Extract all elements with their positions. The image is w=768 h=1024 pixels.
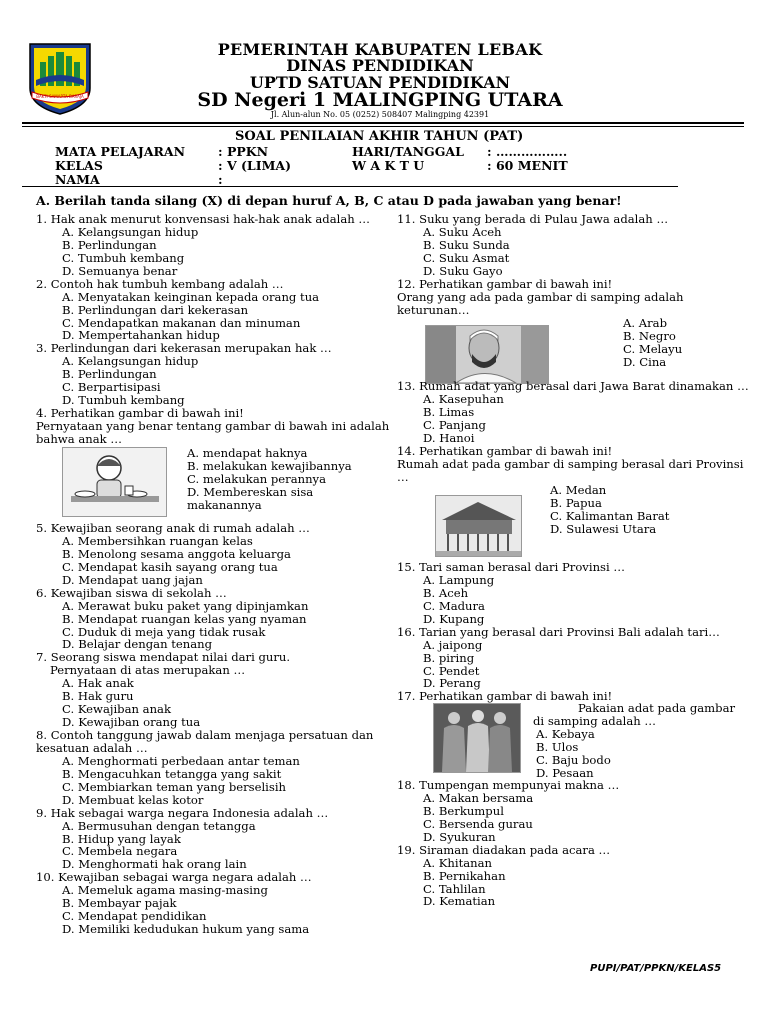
- question-text: 10. Kewajiban sebagai warga negara adalah …: [36, 870, 312, 885]
- logo-text: BAKTI SAMAPTA BARAJA: [36, 94, 84, 99]
- answer-option: B. Aceh: [423, 585, 469, 600]
- answer-option: A. Lampung: [423, 572, 495, 587]
- answer-option: A. Kelangsungan hidup: [62, 224, 199, 239]
- question-text: 18. Tumpengan mempunyai makna …: [397, 778, 620, 792]
- answer-option: C. Duduk di meja yang tidak rusak: [62, 624, 266, 639]
- answer-option: D. Mempertahankan hidup: [62, 328, 220, 343]
- question-text: bahwa anak …: [36, 431, 122, 446]
- answer-option: D. Belajar dengan tenang: [62, 637, 213, 652]
- answer-option: C. melakukan perannya: [187, 471, 327, 486]
- question-text: 7. Seorang siswa mendapat nilai dari guru.: [36, 650, 291, 665]
- q12-options: [623, 317, 682, 369]
- answer-option: C. Mendapatkan makanan dan minuman: [62, 315, 301, 330]
- question-text: 4. Perhatikan gambar di bawah ini!: [36, 406, 244, 421]
- question-text: 8. Contoh tanggung jawab dalam menjaga persatuan dan: [36, 728, 374, 742]
- answer-option: A. Membersihkan ruangan kelas: [62, 533, 253, 548]
- day-label: HARI/TANGGAL: [352, 144, 464, 159]
- answer-option: D. Tumbuh kembang: [62, 393, 185, 408]
- answer-option: D. Menghormati hak orang lain: [62, 857, 247, 872]
- answer-option: C. Membiarkan teman yang berselisih: [62, 779, 287, 794]
- answer-option: B. Suku Sunda: [423, 237, 510, 252]
- day-value: : ……………..: [487, 144, 568, 159]
- answer-option: A. jaipong: [423, 637, 483, 652]
- name-label: NAMA: [55, 172, 100, 187]
- answer-option: B. melakukan kewajibannya: [187, 458, 352, 473]
- right-column-part4: [397, 779, 619, 908]
- answer-option: A. Medan: [550, 483, 607, 497]
- answer-option: B. Mendapat ruangan kelas yang nyaman: [62, 611, 307, 626]
- question-text: keturunan…: [397, 302, 470, 317]
- answer-option: B. Berkumpul: [423, 803, 504, 818]
- right-column-part3: [397, 561, 720, 703]
- answer-option: B. Limas: [423, 404, 475, 419]
- answer-option: A. mendapat haknya: [187, 446, 308, 460]
- class-label: KELAS: [55, 158, 103, 173]
- right-column-part2: [397, 380, 749, 484]
- question-text: 13. Rumah adat yang berasal dari Jawa Barat dinamakan …: [397, 379, 749, 393]
- q4-options: [187, 447, 352, 512]
- answer-option: C. Berpartisipasi: [62, 380, 161, 395]
- answer-option: C. Tumbuh kembang: [62, 250, 185, 265]
- header-line3: UPTD SATUAN PENDIDIKAN: [249, 73, 511, 92]
- answer-option: A. Suku Aceh: [423, 224, 502, 239]
- header-line2: DINAS PENDIDIKAN: [286, 56, 474, 75]
- question-text: 5. Kewajiban seorang anak di rumah adalah …: [36, 521, 310, 535]
- answer-option: B. Ulos: [536, 739, 579, 754]
- answer-option: B. Pernikahan: [423, 868, 506, 883]
- answer-option: B. Perlindungan dari kekerasan: [62, 302, 249, 317]
- question-text: Orang yang ada pada gambar di samping adalah: [397, 289, 684, 304]
- q17-options: [536, 728, 611, 780]
- question-text: kesatuan adalah …: [36, 740, 148, 755]
- question-text: Rumah adat pada gambar di samping berasal dari Provinsi: [397, 456, 744, 471]
- name-value: :: [218, 172, 223, 187]
- question-text: 2. Contoh hak tumbuh kembang adalah …: [36, 276, 284, 291]
- question-text: 15. Tari saman berasal dari Provinsi …: [397, 560, 625, 574]
- answer-option: D. Kewajiban orang tua: [62, 715, 201, 730]
- answer-option: C. Mendapat kasih sayang orang tua: [62, 559, 278, 574]
- subject-label: MATA PELAJARAN: [55, 144, 186, 159]
- exam-title: SOAL PENILAIAN AKHIR TAHUN (PAT): [235, 129, 524, 144]
- question-text: 6. Kewajiban siswa di sekolah …: [36, 585, 227, 600]
- q17-text-1: Pakaian adat pada gambar: [578, 701, 736, 715]
- answer-option: C. Kalimantan Barat: [550, 508, 670, 523]
- answer-option: C. Melayu: [623, 341, 683, 356]
- answer-option: C. Tahlilan: [423, 881, 486, 896]
- question-text: …: [397, 469, 409, 484]
- answer-option: D. Hanoi: [423, 430, 475, 445]
- answer-option: A. Kasepuhan: [423, 391, 504, 406]
- q14-options: [550, 484, 669, 536]
- answer-option: D. Cina: [623, 354, 667, 369]
- subject-value: : PPKN: [218, 144, 269, 159]
- answer-option: B. Mengacuhkan tetangga yang sakit: [62, 766, 282, 781]
- answer-option: D. Pesaan: [536, 765, 594, 780]
- man-portrait-image: [425, 325, 549, 384]
- header-line1: PEMERINTAH KABUPATEN LEBAK: [217, 40, 543, 59]
- question-text: 9. Hak sebagai warga negara Indonesia adalah …: [36, 805, 329, 820]
- answer-option: D. Membuat kelas kotor: [62, 792, 204, 807]
- answer-option: D. Syukuran: [423, 829, 496, 844]
- question-text: 17. Perhatikan gambar di bawah ini!: [397, 689, 613, 704]
- answer-option: D. Sulawesi Utara: [550, 521, 657, 536]
- child-eating-image: [62, 447, 167, 517]
- question-text: Pernyataan yang benar tentang gambar di bawah ini adalah: [36, 419, 390, 433]
- question-text: 11. Suku yang berada di Pulau Jawa adalah …: [397, 212, 669, 226]
- traditional-costume-image: [433, 703, 521, 773]
- answer-option: B. Papua: [550, 495, 602, 510]
- school-address: Jl. Alun-alun No. 05 (0252) 508407 Malingping 42391: [270, 110, 490, 119]
- answer-option: B. Hidup yang layak: [62, 831, 181, 846]
- answer-option: B. Hak guru: [62, 689, 134, 704]
- answer-option: D. Suku Gayo: [423, 263, 503, 278]
- answer-option: A. Bermusuhan dengan tetangga: [62, 818, 256, 833]
- question-text: 19. Siraman diadakan pada acara …: [397, 842, 611, 857]
- time-label: W A K T U: [352, 158, 425, 173]
- answer-option: makanannya: [187, 497, 262, 512]
- answer-option: B. piring: [423, 650, 475, 665]
- instruction: A. Berilah tanda silang (X) di depan huruf A, B, C atau D pada jawaban yang benar!: [36, 193, 622, 208]
- answer-option: A. Hak anak: [62, 676, 134, 691]
- answer-option: B. Menolong sesama anggota keluarga: [62, 546, 291, 561]
- answer-option: C. Baju bodo: [536, 752, 611, 767]
- answer-option: B. Negro: [623, 328, 676, 343]
- answer-option: A. Menghormati perbedaan antar teman: [62, 753, 300, 768]
- answer-option: C. Kewajiban anak: [62, 702, 171, 717]
- answer-option: A. Memeluk agama masing-masing: [62, 883, 268, 898]
- q17-text-2: di samping adalah …: [533, 714, 656, 728]
- left-column-part2: [36, 522, 373, 936]
- answer-option: C. Madura: [423, 598, 485, 613]
- question-text: 16. Tarian yang berasal dari Provinsi Bali adalah tari…: [397, 624, 720, 639]
- question-text: Pernyataan di atas merupakan …: [50, 663, 246, 678]
- question-text: 14. Perhatikan gambar di bawah ini!: [397, 443, 613, 458]
- answer-option: D. Membereskan sisa: [187, 484, 314, 499]
- answer-option: C. Pendet: [423, 663, 480, 678]
- answer-option: B. Perlindungan: [62, 237, 157, 252]
- answer-option: C. Mendapat pendidikan: [62, 909, 207, 924]
- header-rule-thin: [22, 126, 744, 127]
- answer-option: D. Kematian: [423, 894, 496, 909]
- answer-option: A. Merawat buku paket yang dipinjamkan: [62, 598, 309, 613]
- meta-rule: [22, 186, 678, 187]
- answer-option: D. Kupang: [423, 611, 485, 626]
- time-value: : 60 MENIT: [487, 158, 568, 173]
- answer-option: A. Khitanan: [423, 855, 492, 870]
- page-footer: PUPI/PAT/PPKN/KELAS5: [590, 963, 722, 974]
- right-column-part1: [397, 213, 683, 317]
- answer-option: A. Arab: [623, 316, 667, 330]
- school-logo: [22, 40, 98, 116]
- answer-option: D. Perang: [423, 676, 481, 691]
- answer-option: C. Panjang: [423, 417, 486, 432]
- question-text: 1. Hak anak menurut konvensasi hak-hak anak adalah …: [36, 212, 370, 226]
- answer-option: C. Suku Asmat: [423, 250, 510, 265]
- answer-option: C. Membela negara: [62, 844, 178, 859]
- school-name: SD Negeri 1 MALINGPING UTARA: [197, 89, 563, 111]
- header-rule: [22, 122, 744, 124]
- traditional-house-image: [435, 495, 522, 557]
- question-text: 3. Perlindungan dari kekerasan merupakan hak …: [36, 341, 332, 356]
- answer-option: D. Semuanya benar: [62, 263, 178, 278]
- answer-option: D. Memiliki kedudukan hukum yang sama: [62, 922, 310, 937]
- question-text: 12. Perhatikan gambar di bawah ini!: [397, 276, 613, 291]
- answer-option: B. Membayar pajak: [62, 896, 177, 911]
- answer-option: B. Perlindungan: [62, 367, 157, 382]
- class-value: : V (LIMA): [218, 158, 292, 173]
- answer-option: A. Kelangsungan hidup: [62, 354, 199, 369]
- answer-option: D. Mendapat uang jajan: [62, 572, 203, 587]
- answer-option: A. Kebaya: [536, 727, 595, 741]
- answer-option: A. Makan bersama: [423, 790, 534, 805]
- answer-option: C. Bersenda gurau: [423, 816, 533, 831]
- answer-option: A. Menyatakan keinginan kepada orang tua: [62, 289, 320, 304]
- left-column-part1: [36, 213, 389, 446]
